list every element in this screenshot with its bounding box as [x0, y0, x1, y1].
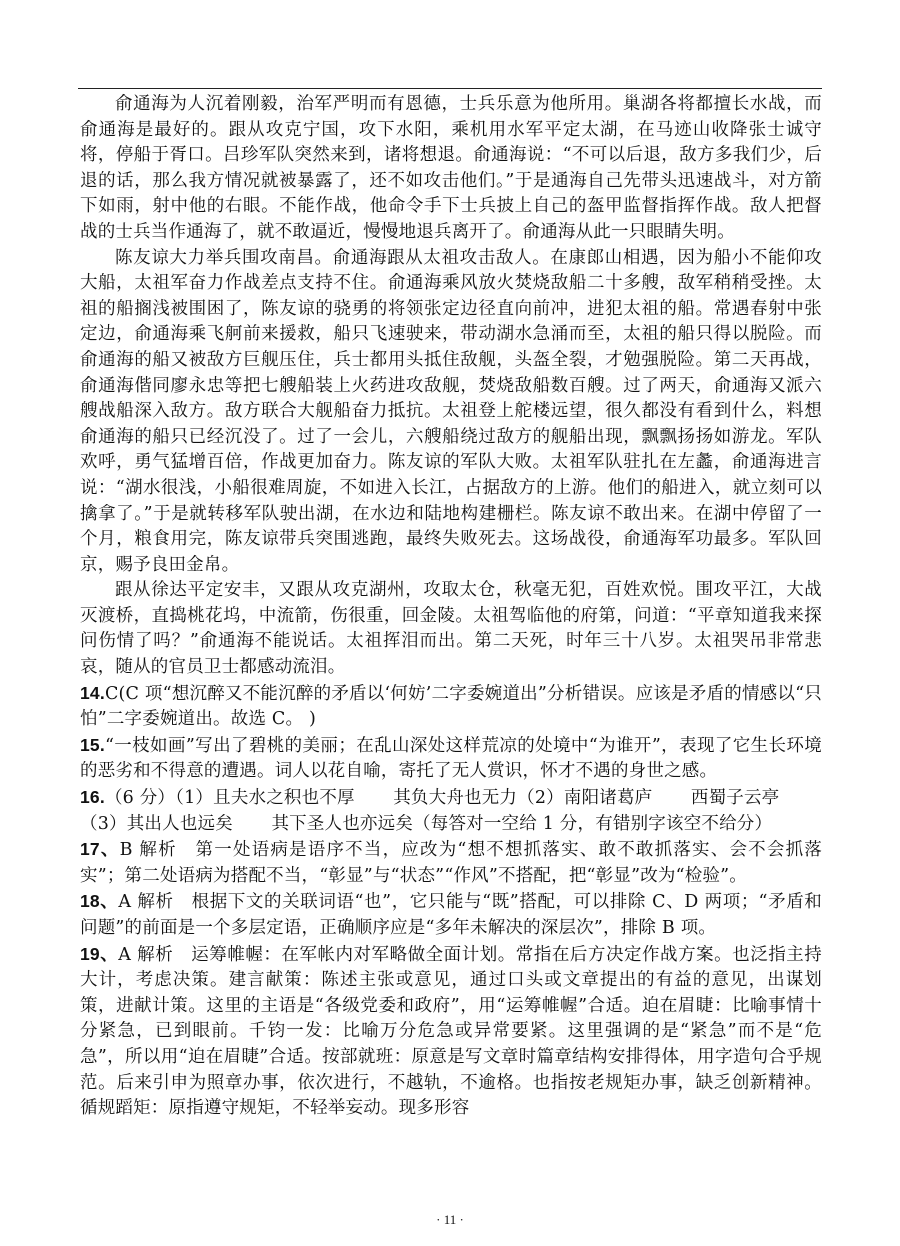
score-label: （6 分） [104, 788, 176, 809]
question-number: 19、 [80, 943, 119, 964]
answer-15 [80, 733, 822, 785]
page-number: · 11 · [436, 1212, 464, 1227]
question-number: 14. [80, 682, 105, 703]
answer-blank: 其负大舟也无力 [393, 788, 518, 809]
question-number: 16. [80, 787, 105, 808]
page-content [80, 92, 822, 1122]
answer-blank: 其下圣人也亦远矣 [271, 813, 414, 834]
answer-blank: 其出人也远矣 [126, 813, 233, 834]
answer-17 [80, 837, 822, 889]
answer-blank: 南阳诸葛庐 [563, 788, 653, 809]
answer-text: A 解析 根据下文的关联词语“也”，它只能与“既”搭配，可以排除 C、D 两项；“矛盾和问题”的前面是一个多层定语，正确顺序应是“多年未解决的深层次”，排除 B 项。 [80, 892, 822, 938]
answer-19 [80, 942, 822, 1122]
question-number: 18、 [80, 891, 119, 912]
question-number: 15. [80, 734, 105, 755]
part-label: （2） [517, 788, 564, 809]
answer-18 [80, 889, 822, 941]
part-label: （3） [80, 813, 127, 834]
translation-paragraph-2: 陈友谅大力举兵围攻南昌。俞通海跟从太祖攻击敌人。在康郎山相遇，因为船小不能仰攻大船，太祖军奋力作战差点支持不住。俞通海乘风放火焚烧敌船二十多艘，敌军稍稍受挫。太祖的船搁浅被围困了，陈友谅的骁勇的将领张定边径直向前冲，进犯太祖的船。常遇春射中张定边，俞通海乘飞舸前来援救，船只飞速驶来，带动湖水急涌而至，太祖的船只得以脱险。而俞通海的船又被敌方巨舰压住，兵士都用头抵住敌舰，头盔全裂，才勉强脱险。第二天再战，俞通海偕同廖永忠等把七艘船装上火药进攻敌舰，焚烧敌船数百艘。过了两天，俞通海又派六艘战船深入敌方。敌方联合大舰船奋力抵抗。太祖登上舵楼远望，很久都没有看到什么，料想俞通海的船只已经沉没了。过了一会儿，六艘船绕过敌方的舰船出现，飘飘扬扬如游龙。军队欢呼，勇气猛增百倍，作战更加奋力。陈友谅的军队大败。太祖军队驻扎在左蠡，俞通海进言说：“湖水很浅，小船很难周旋，不如进入长江，占据敌方的上游。他们的船进入，就立刻可以擒拿了。”于是就转移军队驶出湖，在水边和陆地构建栅栏。陈友谅不敢出来。在湖中停留了一个月，粮食用完，陈友谅带兵突围逃跑，最终失败死去。这场战役，俞通海军功最多。军队回京，赐予良田金帛。 [80, 247, 822, 575]
answer-section [80, 681, 822, 1122]
answer-14 [80, 681, 822, 733]
answer-16 [80, 785, 822, 837]
answer-blank: 且夫水之积也不厚 [213, 788, 355, 809]
answer-text: A 解析 运筹帷幄：在军帐内对军略做全面计划。常指在后方决定作战方案。也泛指主持大计，考虑决策。建言献策：陈述主张或意见，通过口头或文章提出的有益的意见，出谋划策，进献计策。这里的主语是“各级党委和政府”，用“运筹帷幄”合适。迫在眉睫：比喻事情十分紧急，已到眼前。千钧一发：比喻万分危急或异常要紧。这里强调的是“紧急”而不是“危急”，所以用“迫在眉睫”合适。按部就班：原意是写文章时篇章结构安排得体，用字造句合乎规范。后来引申为照章办事，依次进行，不越轨，不逾格。也指按老规矩办事，缺乏创新精神。循规蹈矩：原指遵守规矩，不轻举妄动。现多形容 [80, 944, 822, 1119]
scoring-note: （每答对一空给 1 分，有错别字该空不给分） [413, 813, 773, 834]
answer-blank: 西蜀子云亭 [690, 788, 780, 809]
part-label: （1） [175, 788, 214, 809]
translation-paragraph-1: 俞通海为人沉着刚毅，治军严明而有恩德，士兵乐意为他所用。巢湖各将都擅长水战，而俞通海是最好的。跟从攻克宁国，攻下水阳，乘机用水军平定太湖，在马迹山收降张士诚守将，停船于胥口。吕珍军队突然来到，诸将想退。俞通海说：“不可以后退，敌方多我们少，后退的话，那么我方情况就被暴露了，还不如攻击他们。”于是通海自己先带头迅速战斗，对方箭下如雨，射中他的右眼。不能作战，他命令手下士兵披上自己的盔甲监督指挥作战。敌人把督战的士兵当作通海了，就不敢逼近，慢慢地退兵离开了。俞通海从此一只眼睛失明。 [80, 94, 822, 242]
header-rule [78, 88, 822, 89]
answer-text: C(C 项“想沉醉又不能沉醉的矛盾以‘何妨’二字委婉道出”分析错误。应该是矛盾的情感以“只怕”二字委婉道出。故选 C。 ) [80, 683, 822, 730]
answer-text: “一枝如画”写出了碧桃的美丽；在乱山深处这样荒凉的处境中“为谁开”，表现了它生长环境的恶劣和不得意的遭遇。词人以花自喻，寄托了无人赏识，怀才不遇的身世之感。 [80, 735, 822, 782]
translation-paragraph-3: 跟从徐达平定安丰，又跟从攻克湖州，攻取太仓，秋毫无犯，百姓欢悦。围攻平江，大战灭渡桥，直捣桃花坞，中流箭，伤很重，回金陵。太祖驾临他的府第，问道：“平章知道我来探问伤情了吗？”俞通海不能说话。太祖挥泪而出。第二天死，时年三十八岁。太祖哭吊非常悲哀，随从的官员卫士都感动流泪。 [80, 580, 822, 678]
answer-text: B 解析 第一处语病是语序不当，应改为“想不想抓落实、敢不敢抓落实、会不会抓落实”；第二处语病为搭配不当，“彰显”与“状态”“作风”不搭配，把“彰显”改为“检验”。 [80, 840, 822, 886]
question-number: 17、 [80, 839, 120, 860]
